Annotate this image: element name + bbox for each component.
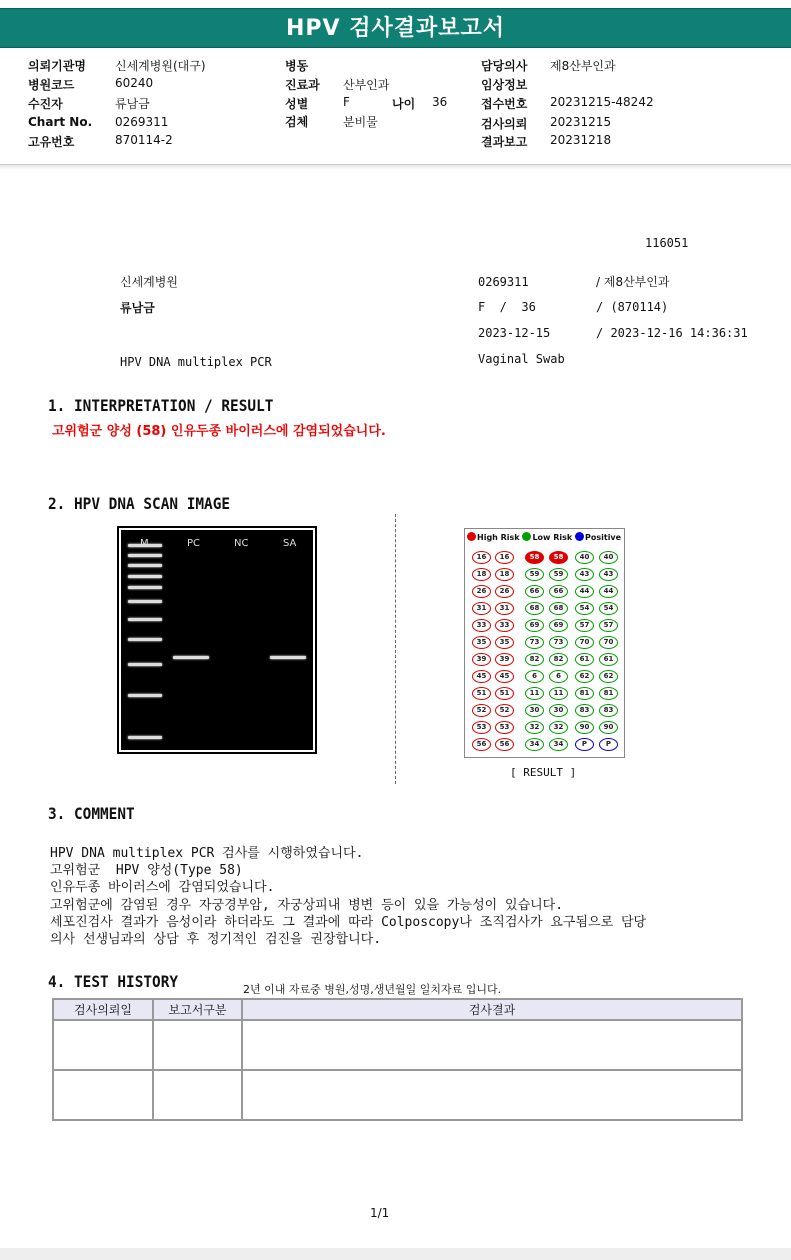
hpv-type-cell: 81: [599, 687, 618, 700]
specimen-value: 분비물: [343, 115, 378, 129]
hpv-type-cell: 58: [525, 551, 544, 564]
hpv-type-cell: 69: [525, 619, 544, 632]
low-risk-dot-icon: [522, 532, 531, 541]
hpv-type-cell: 35: [495, 636, 514, 649]
sex-label: 성별: [285, 97, 309, 111]
hpv-type-cell: 83: [575, 704, 594, 717]
hpv-type-cell: 53: [495, 721, 514, 734]
hpv-type-cell: 66: [525, 585, 544, 598]
receipt-label: 접수번호: [481, 97, 528, 111]
hpv-type-cell: 34: [525, 738, 544, 751]
hpv-type-cell: 53: [472, 721, 491, 734]
hpv-type-cell: 68: [525, 602, 544, 615]
section-test-history: 4. TEST HISTORY: [48, 972, 179, 991]
hpv-type-cell: 39: [472, 653, 491, 666]
hpv-type-cell: 44: [575, 585, 594, 598]
hpv-type-cell: 70: [599, 636, 618, 649]
hpv-type-cell: 16: [495, 551, 514, 564]
hpv-type-cell: 31: [495, 602, 514, 615]
high-risk-dot-icon: [467, 532, 476, 541]
hpv-type-cell: 57: [599, 619, 618, 632]
legend-low: Low Risk: [532, 533, 573, 542]
id-label: 고유번호: [28, 135, 75, 149]
hpv-type-cell: 43: [599, 568, 618, 581]
department: / 제8산부인과: [596, 275, 670, 289]
ladder-band: [128, 736, 162, 739]
doctor-value: 제8산부인과: [550, 59, 616, 73]
gel-image: [117, 526, 317, 754]
hpv-type-cell: 54: [599, 602, 618, 615]
ladder-band: [128, 554, 162, 557]
hospital-name: 신세계병원: [120, 275, 178, 289]
lane-label-pc: PC: [187, 538, 201, 549]
history-note: 2년 이내 자료중 병원,성명,생년월일 일치자료 입니다.: [243, 983, 502, 996]
hpv-type-cell: 30: [525, 704, 544, 717]
ladder-band: [128, 663, 162, 666]
ladder-band: [128, 564, 162, 567]
hpv-type-cell: 33: [495, 619, 514, 632]
request-value: 20231215: [550, 115, 612, 129]
age-label: 나이: [392, 97, 416, 111]
collect-date: 2023-12-15: [478, 326, 551, 340]
patient-value: 류남금: [115, 97, 150, 111]
id-value: 870114-2: [115, 133, 173, 147]
code-label: 병원코드: [28, 78, 75, 92]
dept-label: 진료과: [285, 78, 320, 92]
hpv-type-cell: 31: [472, 602, 491, 615]
hpv-type-cell: 40: [575, 551, 594, 564]
hpv-type-cell: P: [599, 738, 618, 751]
hpv-type-cell: P: [575, 738, 594, 751]
specimen-type: Vaginal Swab: [478, 352, 565, 366]
hpv-type-cell: 59: [549, 568, 568, 581]
col-request-date: 검사의뢰일: [53, 999, 153, 1020]
result-text: 고위험군 양성 (58) 인유두종 바이러스에 감염되었습니다.: [52, 424, 386, 439]
request-label: 검사의뢰: [481, 117, 528, 131]
result-caption: [ RESULT ]: [510, 766, 577, 779]
report-datetime: / 2023-12-16 14:36:31: [596, 326, 748, 340]
page-number: 1/1: [370, 1206, 390, 1220]
sex-value: F: [343, 95, 350, 109]
lane-label-nc: NC: [234, 538, 249, 549]
history-table: [52, 998, 743, 1121]
hpv-type-cell: 62: [575, 670, 594, 683]
legend-high: High Risk: [477, 533, 520, 542]
chart-label: Chart No.: [28, 115, 93, 129]
report-title: HPV 검사결과보고서: [0, 8, 791, 48]
hpv-type-cell: 62: [599, 670, 618, 683]
hpv-type-cell: 30: [549, 704, 568, 717]
ladder-band: [128, 694, 162, 697]
hpv-type-cell: 57: [575, 619, 594, 632]
hpv-type-cell: 51: [495, 687, 514, 700]
test-name: HPV DNA multiplex PCR: [120, 355, 272, 369]
hpv-type-cell: 70: [575, 636, 594, 649]
hpv-type-cell: 73: [525, 636, 544, 649]
hpv-type-cell: 52: [472, 704, 491, 717]
history-header-row: [53, 999, 742, 1020]
hpv-type-cell: 51: [472, 687, 491, 700]
lane-label-sa: SA: [283, 538, 297, 549]
ladder-band: [128, 618, 162, 621]
hpv-type-cell: 68: [549, 602, 568, 615]
hpv-type-cell: 56: [495, 738, 514, 751]
divider-dashed: [395, 514, 396, 784]
hpv-type-cell: 66: [549, 585, 568, 598]
ward-label: 병동: [285, 59, 309, 73]
ladder-band: [128, 575, 162, 578]
positive-dot-icon: [575, 532, 584, 541]
col-result: 검사결과: [242, 999, 742, 1020]
hpv-type-cell: 90: [599, 721, 618, 734]
hpv-type-cell: 33: [472, 619, 491, 632]
hpv-type-cell: 26: [495, 585, 514, 598]
legend-positive: Positive: [585, 533, 622, 542]
section-comment: 3. COMMENT: [48, 804, 135, 823]
ladder-band: [128, 544, 162, 547]
report-number: 116051: [645, 236, 689, 250]
code-value: 60240: [115, 76, 154, 90]
hpv-type-cell: 58: [549, 551, 568, 564]
chart-number: 0269311: [478, 275, 529, 289]
section-scan-image: 2. HPV DNA SCAN IMAGE: [48, 494, 231, 513]
table-row: [53, 1070, 742, 1120]
patient-name: 류남금: [120, 301, 155, 315]
hpv-type-cell: 34: [549, 738, 568, 751]
hpv-type-cell: 52: [495, 704, 514, 717]
hpv-type-cell: 35: [472, 636, 491, 649]
hpv-type-cell: 83: [599, 704, 618, 717]
hpv-type-cell: 82: [525, 653, 544, 666]
report-value: 20231218: [550, 133, 612, 147]
doctor-label: 담당의사: [481, 59, 528, 73]
hpv-type-cell: 82: [549, 653, 568, 666]
hpv-type-cell: 61: [575, 653, 594, 666]
hpv-type-cell: 11: [525, 687, 544, 700]
hpv-type-cell: 39: [495, 653, 514, 666]
sample-band: [270, 656, 306, 659]
page-footer: [0, 1248, 791, 1260]
hpv-type-cell: 18: [495, 568, 514, 581]
report-label: 결과보고: [481, 135, 528, 149]
ladder-band: [128, 600, 162, 603]
dept-value: 산부인과: [343, 78, 390, 92]
hpv-type-cell: 40: [599, 551, 618, 564]
section-interpretation: 1. INTERPRETATION / RESULT: [48, 396, 274, 415]
chart-value: 0269311: [115, 115, 169, 129]
table-row: [53, 1020, 742, 1070]
hpv-type-cell: 18: [472, 568, 491, 581]
comment-text: HPV DNA multiplex PCR 검사를 시행하였습니다. 고위험군 HPV 양성(Type 58) 인유두종 바이러스에 감염되었습니다. 고위험군에 감염된 경우 자궁경부암, 자궁상피내 병변 등이 있을 가능성이 있습니다. 세포진검사 결과가 음성이라 하더라도 그 결과에 따라 Colposcopy나 조직검사가 요구됨으로 담당 의사 선생님과의 상담 후 정기적인 검진을 권장합니다.: [50, 846, 647, 948]
col-report-type: 보고서구분: [153, 999, 242, 1020]
ladder-band: [128, 638, 162, 641]
hpv-type-cell: 11: [549, 687, 568, 700]
grid-legend: [467, 532, 621, 542]
ladder-band: [128, 586, 162, 589]
hpv-type-cell: 69: [549, 619, 568, 632]
hpv-type-cell: 32: [525, 721, 544, 734]
header-divider: [0, 164, 791, 170]
clinical-label: 임상정보: [481, 78, 528, 92]
hpv-type-cell: 59: [525, 568, 544, 581]
hpv-chip-grid: [464, 528, 625, 758]
hpv-type-cell: 26: [472, 585, 491, 598]
hpv-type-cell: 6: [525, 670, 544, 683]
hpv-type-cell: 16: [472, 551, 491, 564]
hpv-type-cell: 45: [495, 670, 514, 683]
sample-band: [173, 656, 209, 659]
inst-value: 신세계병원(대구): [115, 59, 206, 73]
hpv-type-cell: 32: [549, 721, 568, 734]
hpv-type-cell: 61: [599, 653, 618, 666]
hpv-type-cell: 45: [472, 670, 491, 683]
hpv-type-cell: 56: [472, 738, 491, 751]
birth-date: / (870114): [596, 300, 669, 314]
specimen-label: 검체: [285, 115, 309, 129]
hpv-type-cell: 44: [599, 585, 618, 598]
hpv-type-cell: 6: [549, 670, 568, 683]
hpv-type-cell: 43: [575, 568, 594, 581]
receipt-value: 20231215-48242: [550, 95, 654, 109]
sex-age: F / 36: [478, 300, 536, 314]
hpv-type-cell: 81: [575, 687, 594, 700]
inst-label: 의뢰기관명: [28, 59, 86, 73]
hpv-type-cell: 54: [575, 602, 594, 615]
hpv-type-cell: 90: [575, 721, 594, 734]
age-value: 36: [432, 95, 448, 109]
hpv-type-cell: 73: [549, 636, 568, 649]
patient-label: 수진자: [28, 97, 63, 111]
